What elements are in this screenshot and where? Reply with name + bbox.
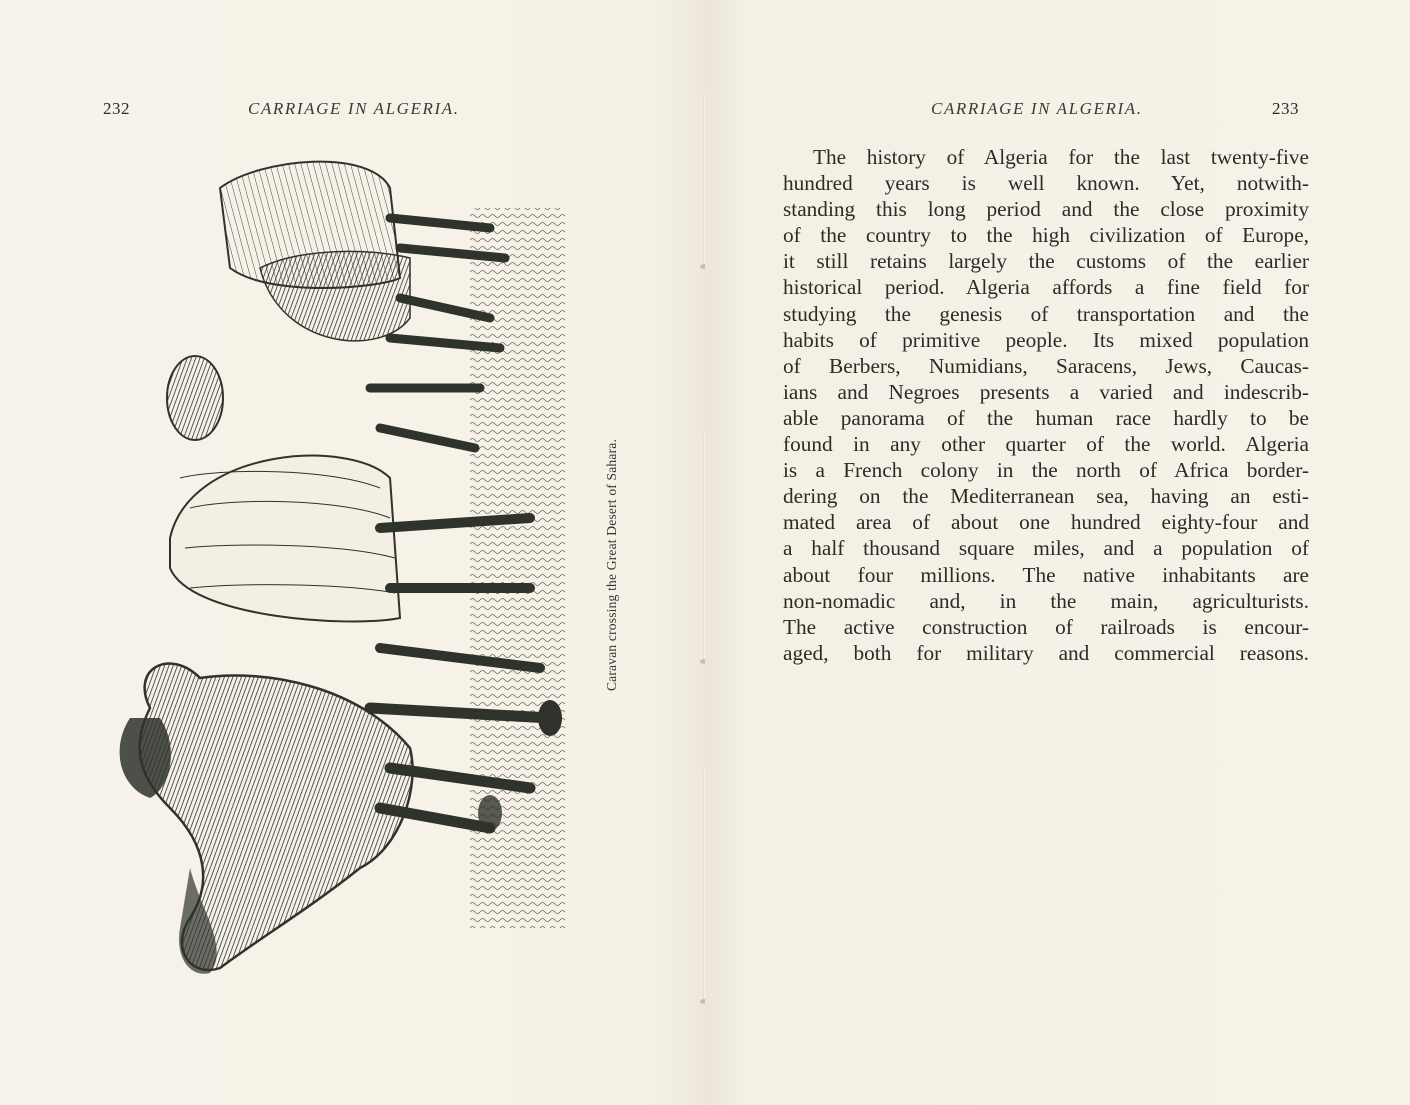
text-line: ians and Negroes presents a varied and indescrib- bbox=[783, 379, 1309, 404]
page-number-right: 233 bbox=[1272, 99, 1299, 118]
figure-caption: Caravan crossing the Great Desert of Sahara. bbox=[604, 438, 619, 692]
text-line: The active construction of railroads is encour- bbox=[783, 614, 1309, 639]
text-line: of the country to the high civilization of Europe, bbox=[783, 223, 1309, 248]
text-line: able panorama of the human race hardly to be bbox=[783, 405, 1309, 430]
text-line: non-nomadic and, in the main, agriculturists. bbox=[783, 588, 1309, 613]
text-line: studying the genesis of transportation and the bbox=[783, 301, 1309, 326]
text-line: standing this long period and the close proximity bbox=[783, 197, 1309, 222]
camel-illustration-icon bbox=[110, 148, 590, 978]
text-line: a half thousand square miles, and a population of bbox=[783, 536, 1309, 561]
text-line: mated area of about one hundred eighty-four and bbox=[783, 510, 1309, 535]
text-line: aged, both for military and commercial reasons. bbox=[783, 640, 1309, 665]
text-line: of Berbers, Numidians, Saracens, Jews, Caucas- bbox=[783, 353, 1309, 378]
text-line: about four millions. The native inhabitants are bbox=[783, 562, 1309, 587]
body-paragraph bbox=[783, 144, 1309, 666]
text-line: is a French colony in the north of Africa border- bbox=[783, 458, 1309, 483]
text-line: The history of Algeria for the last twenty-five bbox=[813, 145, 1309, 169]
text-line: historical period. Algeria affords a fine field for bbox=[783, 275, 1309, 300]
caravan-engraving bbox=[110, 148, 590, 978]
running-head-left: CARRIAGE IN ALGERIA. bbox=[248, 99, 460, 118]
text-line: dering on the Mediterranean sea, having an esti- bbox=[783, 484, 1309, 509]
text-line: it still retains largely the customs of the earlier bbox=[783, 249, 1309, 274]
page-number-left: 232 bbox=[103, 99, 130, 118]
right-page bbox=[705, 0, 1410, 1105]
text-line: found in any other quarter of the world. Algeria bbox=[783, 432, 1309, 457]
running-head-right: CARRIAGE IN ALGERIA. bbox=[931, 99, 1143, 118]
text-line: hundred years is well known. Yet, notwith- bbox=[783, 171, 1309, 196]
text-line: habits of primitive people. Its mixed population bbox=[783, 327, 1309, 352]
